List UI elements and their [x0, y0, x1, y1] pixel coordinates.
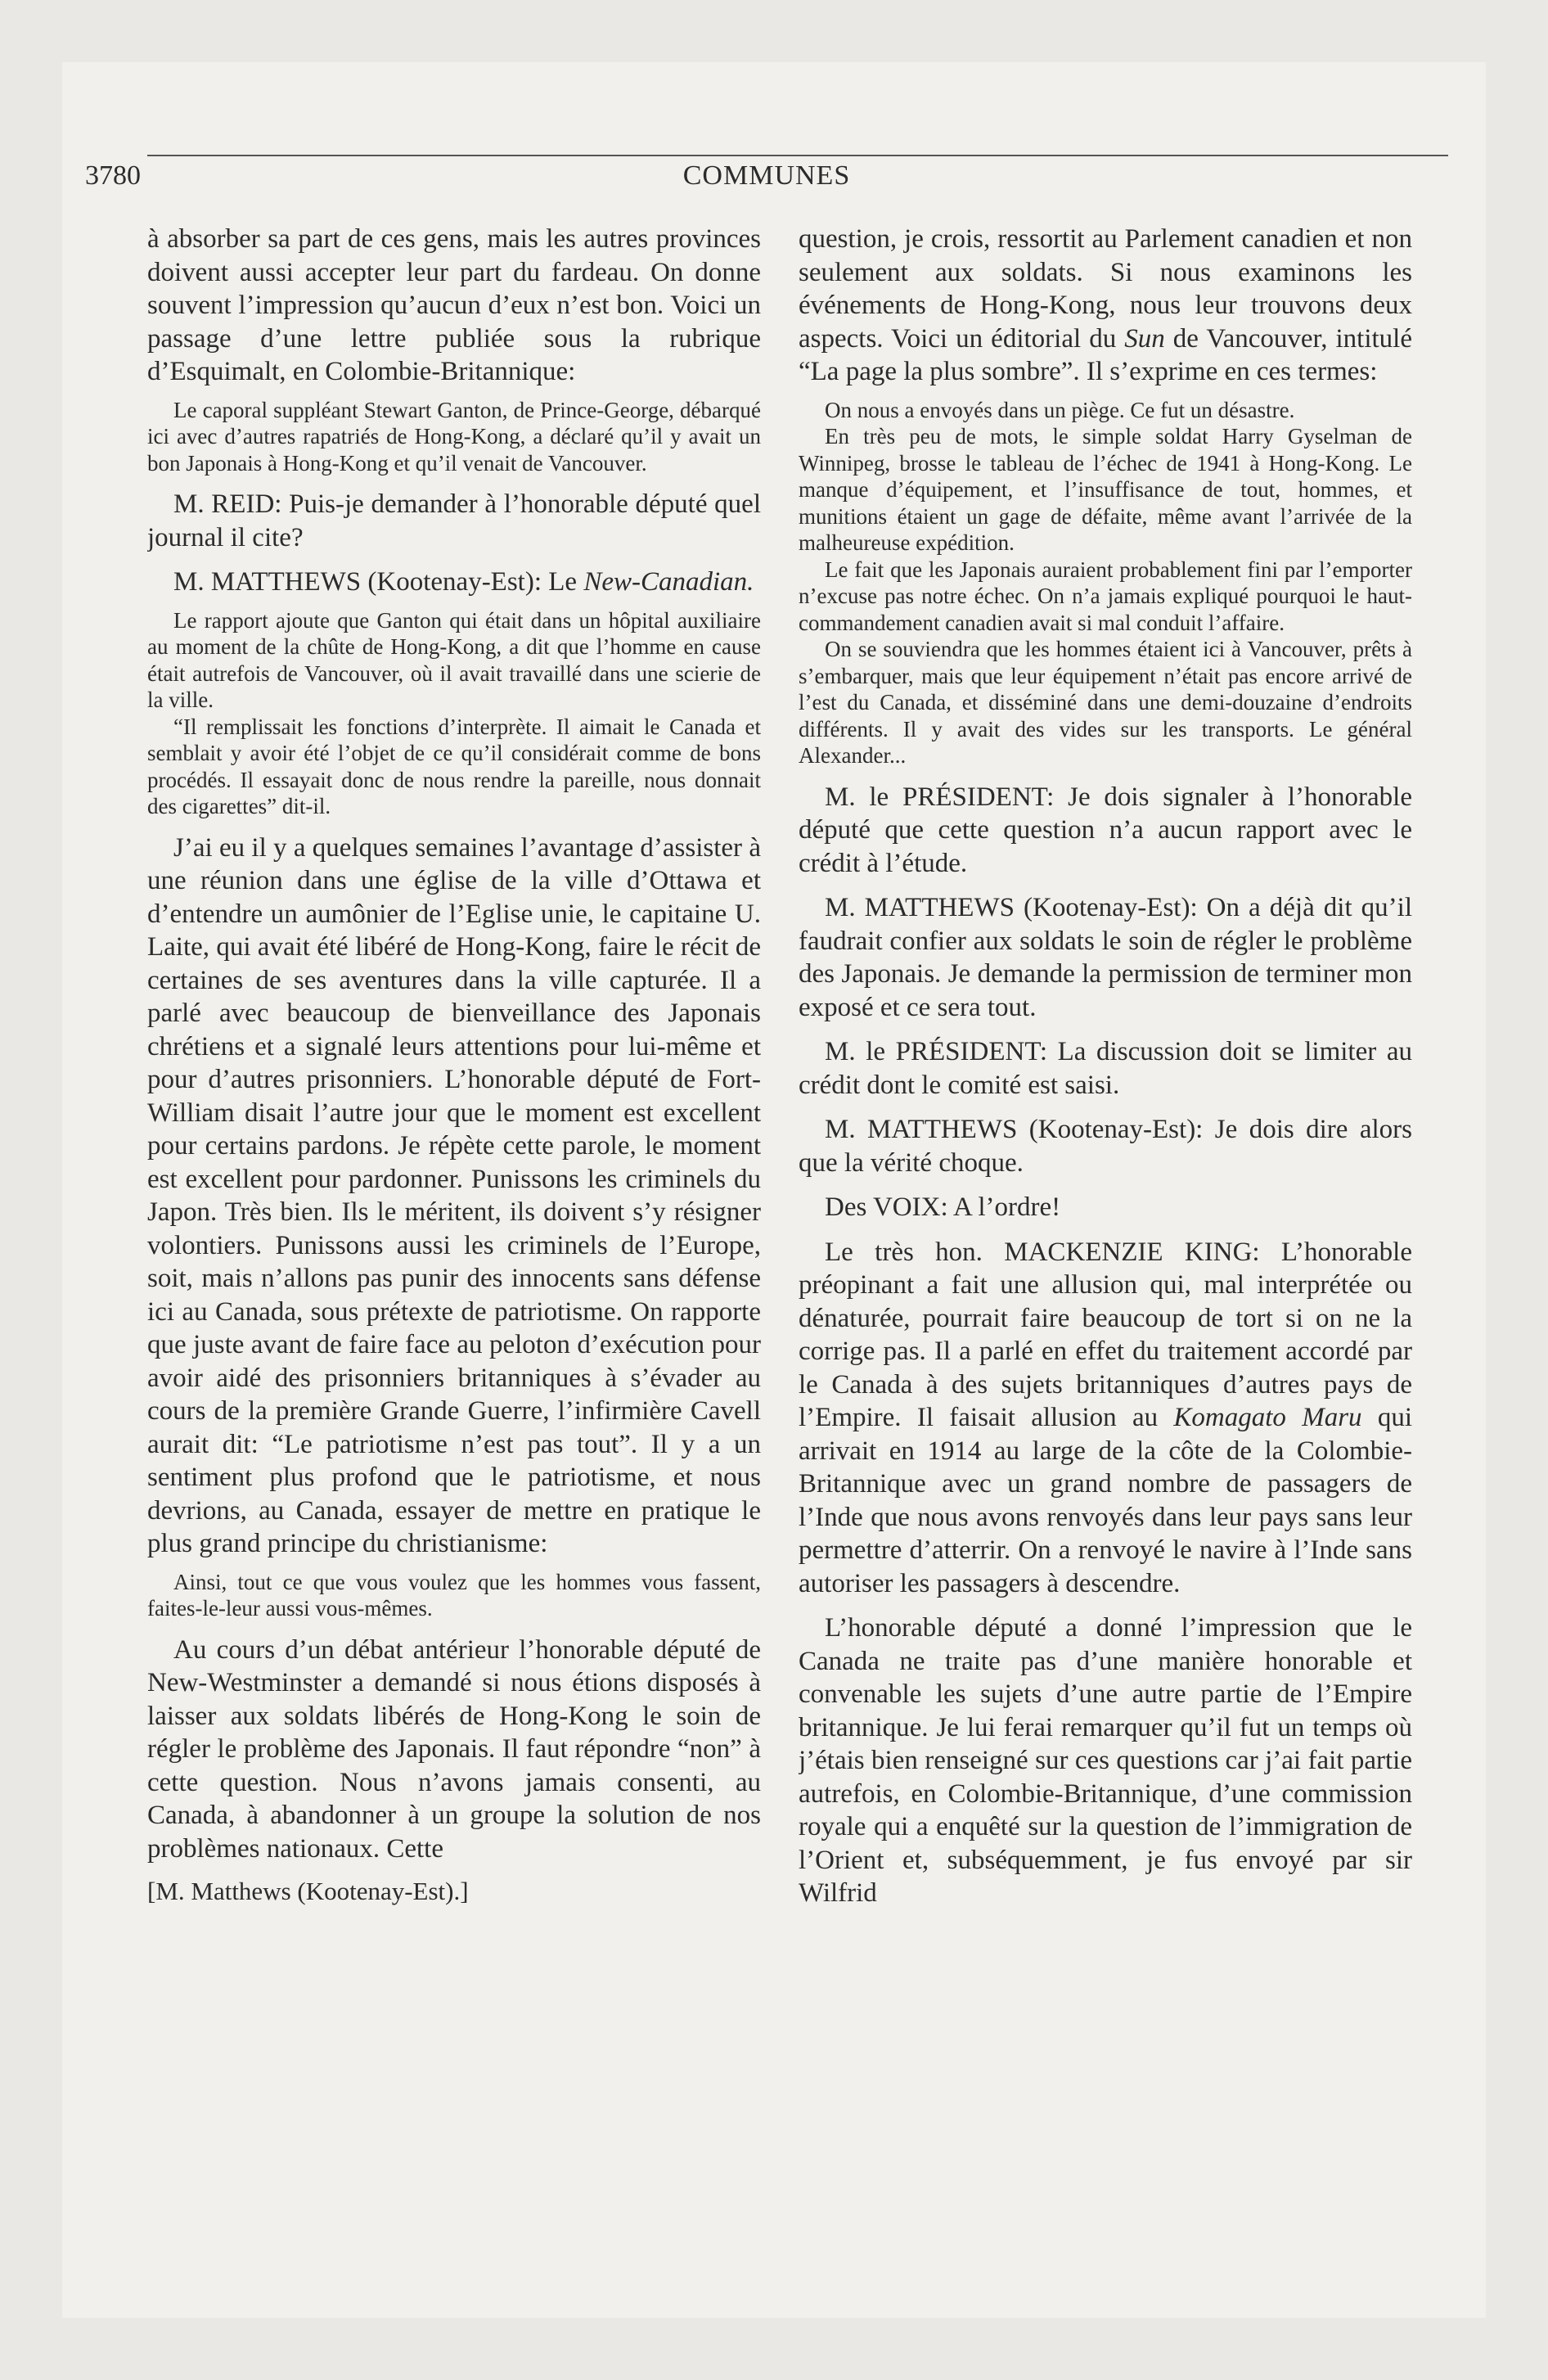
quoted-passage: “Il remplissait les fonctions d’interprète. Il aimait le Canada et semblait y avoir été l’objet de ce qu’il considérait comme de bons procédés. Il essayait donc de nous rendre la pareille, nous donnait des cigarettes” dit-il.: [147, 714, 761, 818]
speech-paragraph: Des VOIX: A l’ordre!: [825, 1192, 1061, 1222]
quoted-passage: On nous a envoyés dans un piège. Ce fut un désastre.: [825, 397, 1295, 422]
quoted-passage: Le caporal suppléant Stewart Ganton, de Prince-George, débarqué ici avec d’autres rapatriés de Hong-Kong, a déclaré qu’il y avait un bon Japonais à Hong-Kong et qu’il venait de Vancouver.: [147, 397, 761, 476]
speech-paragraph: M. MATTHEWS (Kootenay-Est): On a déjà dit qu’il faudrait confier aux soldats le soin de régler le problème des Japonais. Je demande la permission de terminer mon exposé et ce sera tout.: [799, 893, 1412, 1022]
speech-paragraph: M. MATTHEWS (Kootenay-Est): Je dois dire alors que la vérité choque.: [799, 1115, 1412, 1178]
speech-paragraph: Le très hon. MACKENZIE KING: L’honorable préopinant a fait une allusion qui, mal interprétée ou dénaturée, pourrait faire beaucoup de tort si on ne la corrige pas. Il a parlé en effet du traitement accordé par le Canada à des sujets britanniques d’autres pays de l’Empire. Il faisait allusion au Komagato Maru qui arrivait en 1914 au large de la côte de la Colombie-Britannique avec un grand nombre de passagers de l’Inde que nous avons renvoyés dans leur pays sans leur permettre d’atterrir. On a renvoyé le navire à l’Inde sans autoriser les passagers à descendre.: [799, 1237, 1412, 1598]
speech-paragraph: J’ai eu il y a quelques semaines l’avantage d’assister à une réunion dans une église de la ville d’Ottawa et d’entendre un aumônier de l’Eglise unie, le capitaine U. Laite, qui avait été libéré de Hong-Kong, faire le récit de certaines de ses aventures dans la ville capturée. Il a parlé avec beaucoup de bienveillance des Japonais chrétiens et a signalé leurs attentions pour lui-même et pour d’autres prisonniers. L’honorable député de Fort-William disait l’autre jour que le moment est excellent pour certains pardons. Je répète cette parole, le moment est excellent pour pardonner. Punissons les criminels du Japon. Très bien. Ils le méritent, ils doivent s’y résigner volontiers. Punissons aussi les criminels de l’Europe, soit, mais n’allons pas punir des innocents sans défense ici au Canada, sous prétexte de patriotisme. On rapporte que juste avant de faire face au peloton d’exécution pour avoir aidé des prisonniers britanniques à s’évader au cours de la première Grande Guerre, l’infirmière Cavell aurait dit: “Le patriotisme n’est pas tout”. Il y a un sentiment plus profond que le patriotisme, et nous devrions, au Canada, essayer de mettre en pratique le plus grand principe du christianisme:: [147, 832, 761, 1558]
quoted-passage: Ainsi, tout ce que vous voulez que les hommes vous fassent, faites-le-leur aussi vous-mêmes.: [147, 1569, 761, 1620]
speech-paragraph: M. le PRÉSIDENT: Je dois signaler à l’honorable député que cette question n’a aucun rapport avec le crédit à l’étude.: [799, 782, 1412, 878]
left-column: [147, 223, 761, 2367]
quoted-passage: Le fait que les Japonais auraient probablement fini par l’emporter n’excuse pas notre échec. On n’a jamais expliqué pourquoi le haut-commandement canadien avait si mal conduit l’affaire.: [799, 557, 1412, 635]
quoted-passage: Le rapport ajoute que Ganton qui était dans un hôpital auxiliaire au moment de la chûte de Hong-Kong, a dit que l’homme en cause était autrefois de Vancouver, où il avait travaillé dans une scierie de la ville.: [147, 607, 761, 712]
quoted-passage: En très peu de mots, le simple soldat Harry Gyselman de Winnipeg, brosse le tableau de l’échec de 1941 à Hong-Kong. Le manque d’équipement, et l’insuffisance de tout, hommes, et munitions étaient un gage de défaite, même avant l’arrivée de la malheureuse expédition.: [799, 424, 1412, 555]
page-header: [85, 92, 1448, 191]
speech-paragraph: L’honorable député a donné l’impression que le Canada ne traite pas d’une manière honorable et convenable les sujets d’une autre partie de l’Empire britannique. Je lui ferai remarquer qu’il fut un temps où j’étais bien renseigné sur ces questions car j’ai fait partie autrefois, en Colombie-Britannique, d’une commission royale qui a enquêté sur la question de l’immigration de l’Orient et, subséquemment, je fus envoyé par sir Wilfrid: [799, 1613, 1412, 1908]
speech-paragraph: Au cours d’un débat antérieur l’honorable député de New-Westminster a demandé si nous étions disposés à laisser aux soldats libérés de Hong-Kong le soin de régler le problème des Japonais. Il faut répondre “non” à cette question. Nous n’avons jamais consenti, au Canada, à abandonner à un groupe la solution de nos problèmes nationaux. Cette: [147, 1634, 761, 1864]
speech-paragraph: M. REID: Puis-je demander à l’honorable député quel journal il cite?: [147, 489, 761, 552]
paragraph: à absorber sa part de ces gens, mais les autres provinces doivent aussi accepter leur part du fardeau. On donne souvent l’impression qu’aucun d’eux n’est bon. Voici un passage d’une lettre publiée sous la rubrique d’Esquimalt, en Colombie-Britannique:: [147, 224, 761, 386]
speaker-footer: [M. Matthews (Kootenay-Est).]: [147, 1877, 469, 1905]
speech-paragraph: M. MATTHEWS (Kootenay-Est): Le New-Canadian.: [173, 567, 754, 597]
page-number: 3780: [85, 160, 141, 191]
speech-paragraph: M. le PRÉSIDENT: La discussion doit se limiter au crédit dont le comité est saisi.: [799, 1037, 1412, 1100]
quoted-passage: On se souviendra que les hommes étaient ici à Vancouver, prêts à s’embarquer, mais que leur équipement n’était pas encore arrivé de l’est du Canada, et disséminé dans une demi-douzaine d’endroits différents. Il y avait des vides sur les transports. Le général Alexander...: [799, 637, 1412, 768]
header-rule: [147, 155, 1448, 156]
paragraph: question, je crois, ressortit au Parlement canadien et non seulement aux soldats. Si nous examinons les événements de Hong-Kong, nous leur trouvons deux aspects. Voici un éditorial du Sun de Vancouver, intitulé “La page la plus sombre”. Il s’exprime en ces termes:: [799, 224, 1412, 386]
page-title: COMMUNES: [682, 160, 851, 191]
right-column: [799, 223, 1412, 2367]
